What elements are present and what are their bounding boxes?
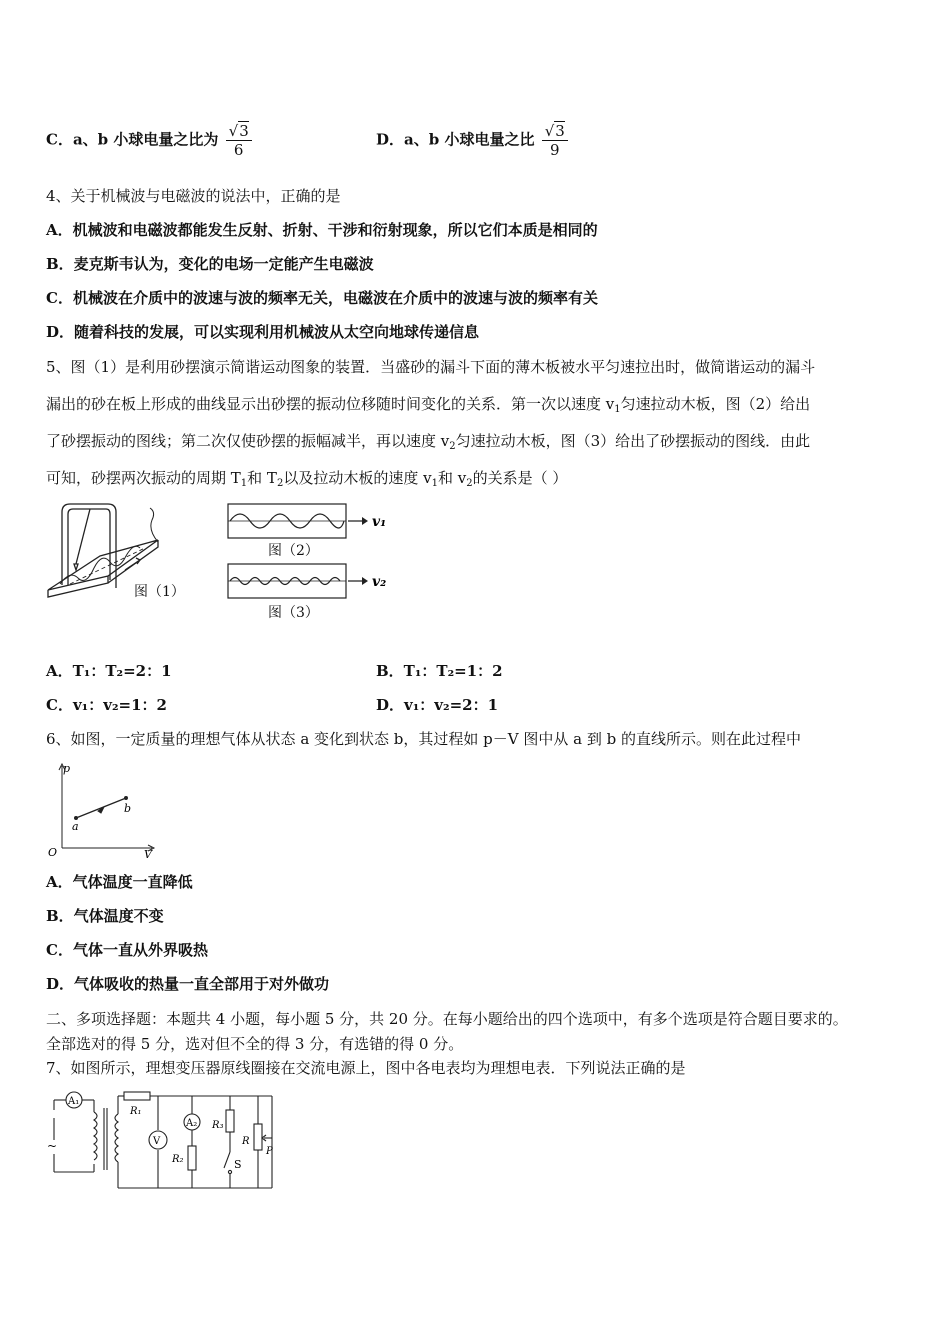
section2-heading-line2: 全部选对的得 5 分，选对但不全的得 3 分，有选错的得 0 分。 [46, 1035, 464, 1053]
q4-option-a: A．机械波和电磁波都能发生反射、折射、干涉和衍射现象，所以它们本质是相同的 [46, 221, 598, 239]
q6-option-b: B．气体温度不变 [46, 907, 164, 925]
q4-stem: 4、关于机械波与电磁波的说法中，正确的是 [46, 187, 341, 205]
q3-option-c-fraction: $\frac{√3}{6}$ [226, 122, 252, 159]
q3-option-d: D．a、b 小球电量之比 $\frac{√3}{9}$ [376, 122, 568, 159]
q5-option-a: A．T₁：T₂=2：1 [46, 662, 172, 680]
q7-label-r3: R₃ [212, 1120, 224, 1131]
q7-label-ac: ~ [47, 1139, 58, 1153]
q7-label-p: P [266, 1146, 273, 1157]
section2-heading-line1: 二、多项选择题：本题共 4 小题，每小题 5 分，共 20 分。在每小题给出的四个选项中，有多个选项是符合题目要求的。 [46, 1010, 848, 1028]
q7-circuit-diagram [44, 1088, 284, 1192]
q3-option-c: C．a、b 小球电量之比为 $\frac{√3}{6}$ [46, 122, 252, 159]
q5-figure-2-label: 图（2） [268, 543, 319, 559]
q6-pv-graph [44, 760, 164, 860]
q7-label-s: S [234, 1158, 242, 1171]
q5-figure-3-trace [226, 562, 406, 602]
q6-option-a: A．气体温度一直降低 [46, 873, 193, 891]
q4-option-c: C．机械波在介质中的波速与波的频率无关，电磁波在介质中的波速与波的频率有关 [46, 289, 598, 307]
q3-option-c-text: a、b 小球电量之比为 [72, 130, 219, 149]
q5-option-b: B．T₁：T₂=1：2 [376, 662, 503, 680]
q5-v2-label: v₂ [372, 574, 387, 590]
q5-option-c: C．v₁：v₂=1：2 [46, 696, 167, 714]
q5-figure-1-label: 图（1） [134, 584, 185, 600]
q6-point-b: b [124, 802, 132, 815]
q7-label-a2: A₂ [186, 1118, 198, 1129]
q6-stem: 6、如图，一定质量的理想气体从状态 a 变化到状态 b，其过程如 p－V 图中从 a 到 b 的直线所示。则在此过程中 [46, 730, 801, 748]
q6-origin: O [48, 846, 58, 859]
q7-label-r2: R₂ [172, 1154, 184, 1165]
q7-label-r: R [242, 1136, 250, 1147]
q5-stem-line2: 漏出的砂在板上形成的曲线显示出砂摆的振动位移随时间变化的关系．第一次以速度 $v_1$匀速拉动木板，图（2）给出 [46, 395, 811, 415]
q3-option-d-text: a、b 小球电量之比 [404, 130, 535, 149]
q5-figure-3-label: 图（3） [268, 605, 319, 621]
q4-option-d: D．随着科技的发展，可以实现利用机械波从太空向地球传递信息 [46, 323, 480, 341]
q7-stem: 7、如图所示，理想变压器原线圈接在交流电源上，图中各电表均为理想电表．下列说法正确的是 [46, 1059, 686, 1077]
q6-option-d: D．气体吸收的热量一直全部用于对外做功 [46, 975, 330, 993]
q5-figure-2-trace [226, 502, 406, 542]
q6-axis-v: V [144, 848, 152, 861]
q6-axis-p: p [63, 762, 71, 775]
q5-stem-line4: 可知，砂摆两次振动的周期 $T_1$和 $T_2$以及拉动木板的速度 $v_1$和 $v_2$的关系是（ ） [46, 469, 568, 489]
q6-option-c: C．气体一直从外界吸热 [46, 941, 208, 959]
q5-stem-line3: 了砂摆振动的图线；第二次仅使砂摆的振幅减半，再以速度 $v_2$匀速拉动木板，图（3）给出了砂摆振动的图线．由此 [46, 432, 811, 452]
q5-v1-label: v₁ [372, 514, 387, 530]
q7-label-v: V [153, 1136, 161, 1147]
q3-option-d-fraction: $\frac{√3}{9}$ [542, 122, 568, 159]
q4-option-b: B．麦克斯韦认为，变化的电场一定能产生电磁波 [46, 255, 374, 273]
q6-point-a: a [72, 820, 79, 833]
q5-option-d: D．v₁：v₂=2：1 [376, 696, 499, 714]
q5-stem-line1: 5、图（1）是利用砂摆演示简谐运动图象的装置．当盛砂的漏斗下面的薄木板被水平匀速拉出时，做简谐运动的漏斗 [46, 358, 816, 376]
q7-label-a1: A₁ [68, 1096, 80, 1107]
q7-label-r1: R₁ [130, 1106, 142, 1117]
